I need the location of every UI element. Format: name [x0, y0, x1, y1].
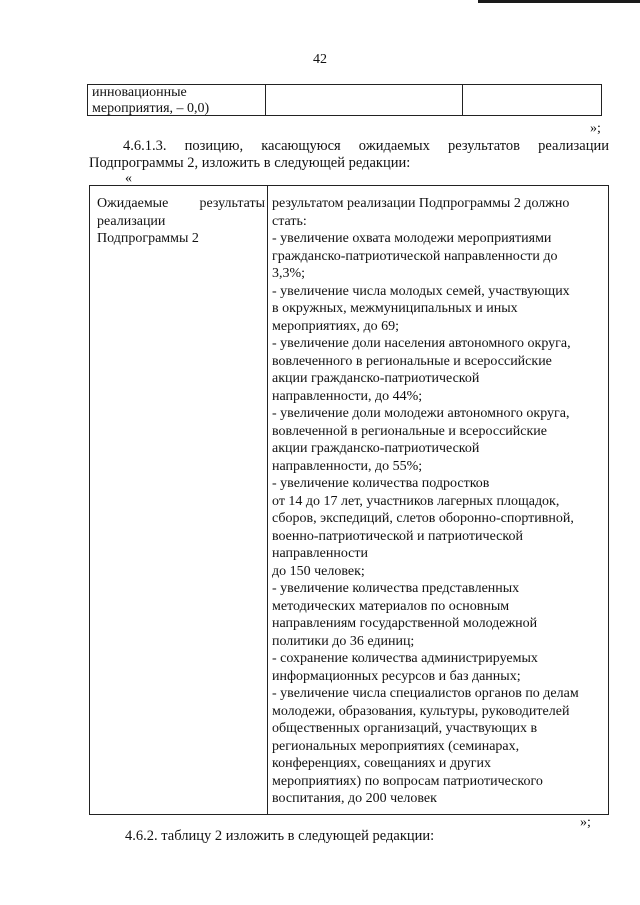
content-line: методических материалов по основным	[272, 598, 510, 614]
cell-line: мероприятия, – 0,0)	[92, 101, 210, 116]
content-line: информационных ресурсов и баз данных;	[272, 668, 521, 684]
cell-line: инновационные	[92, 85, 187, 100]
page-number: 42	[313, 52, 327, 67]
table-cell-empty	[463, 85, 601, 115]
content-line: - увеличение охвата молодежи мероприятиями	[272, 231, 552, 246]
content-line: акции гражданско-патриотической	[272, 371, 480, 386]
results-content-cell	[268, 186, 608, 814]
content-line: воспитания, до 200 человек	[272, 791, 437, 806]
content-line: акции гражданско-патриотической	[272, 441, 480, 456]
content-line: вовлеченной в региональные и всероссийские	[272, 423, 547, 439]
content-line: направленности	[272, 546, 369, 561]
content-line: военно-патриотической и патриотической	[272, 528, 523, 544]
content-line: - увеличение доли молодежи автономного округа,	[272, 406, 570, 421]
content-line: вовлеченного в региональные и всероссийские	[272, 353, 552, 369]
content-line: в окружных, межмуниципальных и иных	[272, 301, 518, 316]
header-word: результаты	[199, 196, 265, 211]
header-word: Ожидаемые	[97, 196, 169, 211]
content-line: сборов, экспедиций, слетов оборонно-спортивной,	[272, 511, 574, 526]
header-line: реализации	[97, 213, 166, 229]
content-line: - увеличение числа специалистов органов по делам	[272, 686, 579, 701]
content-line: 3,3%;	[272, 266, 306, 281]
content-line: - сохранение количества администрируемых	[272, 651, 538, 666]
content-line: политики до 36 единиц;	[272, 633, 415, 649]
paragraph-4-6-1-3	[89, 138, 609, 172]
content-line: направлениям государственной молодежной	[272, 616, 538, 631]
content-line: - увеличение числа молодых семей, участвующих	[272, 283, 570, 299]
content-line: от 14 до 17 лет, участников лагерных площадок,	[272, 493, 560, 509]
previous-table-fragment	[87, 84, 602, 116]
content-line: общественных организаций, участвующих в	[272, 721, 538, 736]
content-line: молодежи, образования, культуры, руководителей	[272, 703, 570, 719]
expected-results-table	[89, 185, 609, 815]
closing-quote: »;	[590, 121, 601, 136]
row-header-cell	[90, 186, 268, 814]
paragraph-4-6-2: 4.6.2. таблицу 2 изложить в следующей редакции:	[125, 828, 435, 844]
content-line: - увеличение доли населения автономного округа,	[272, 336, 571, 351]
content-line: - увеличение количества подростков	[272, 476, 490, 491]
content-line: региональных мероприятиях (семинарах,	[272, 738, 520, 754]
content-line: стать:	[272, 213, 307, 229]
opening-quote: «	[125, 171, 132, 186]
header-line: Подпрограммы 2	[97, 231, 199, 246]
content-line: мероприятиях) по вопросам патриотического	[272, 773, 543, 789]
content-line: мероприятиях, до 69;	[272, 318, 400, 334]
content-line: направленности, до 44%;	[272, 388, 423, 404]
header-line	[97, 195, 265, 213]
content-line: гражданско-патриотической направленности до	[272, 248, 558, 264]
content-line: результатом реализации Подпрограммы 2 должно	[272, 196, 570, 211]
paragraph-line: 4.6.1.3. позицию, касающуюся ожидаемых результатов реализации	[123, 138, 609, 154]
table-cell	[88, 85, 266, 115]
content-line: - увеличение количества представленных	[272, 581, 520, 596]
table-cell-empty	[266, 85, 463, 115]
closing-quote: »;	[580, 815, 591, 830]
paragraph-line: Подпрограммы 2, изложить в следующей редакции:	[89, 155, 411, 171]
scan-edge-line	[478, 0, 640, 3]
content-line: направленности, до 55%;	[272, 458, 423, 474]
content-line: конференциях, совещаниях и других	[272, 756, 492, 771]
content-line: до 150 человек;	[272, 563, 365, 579]
